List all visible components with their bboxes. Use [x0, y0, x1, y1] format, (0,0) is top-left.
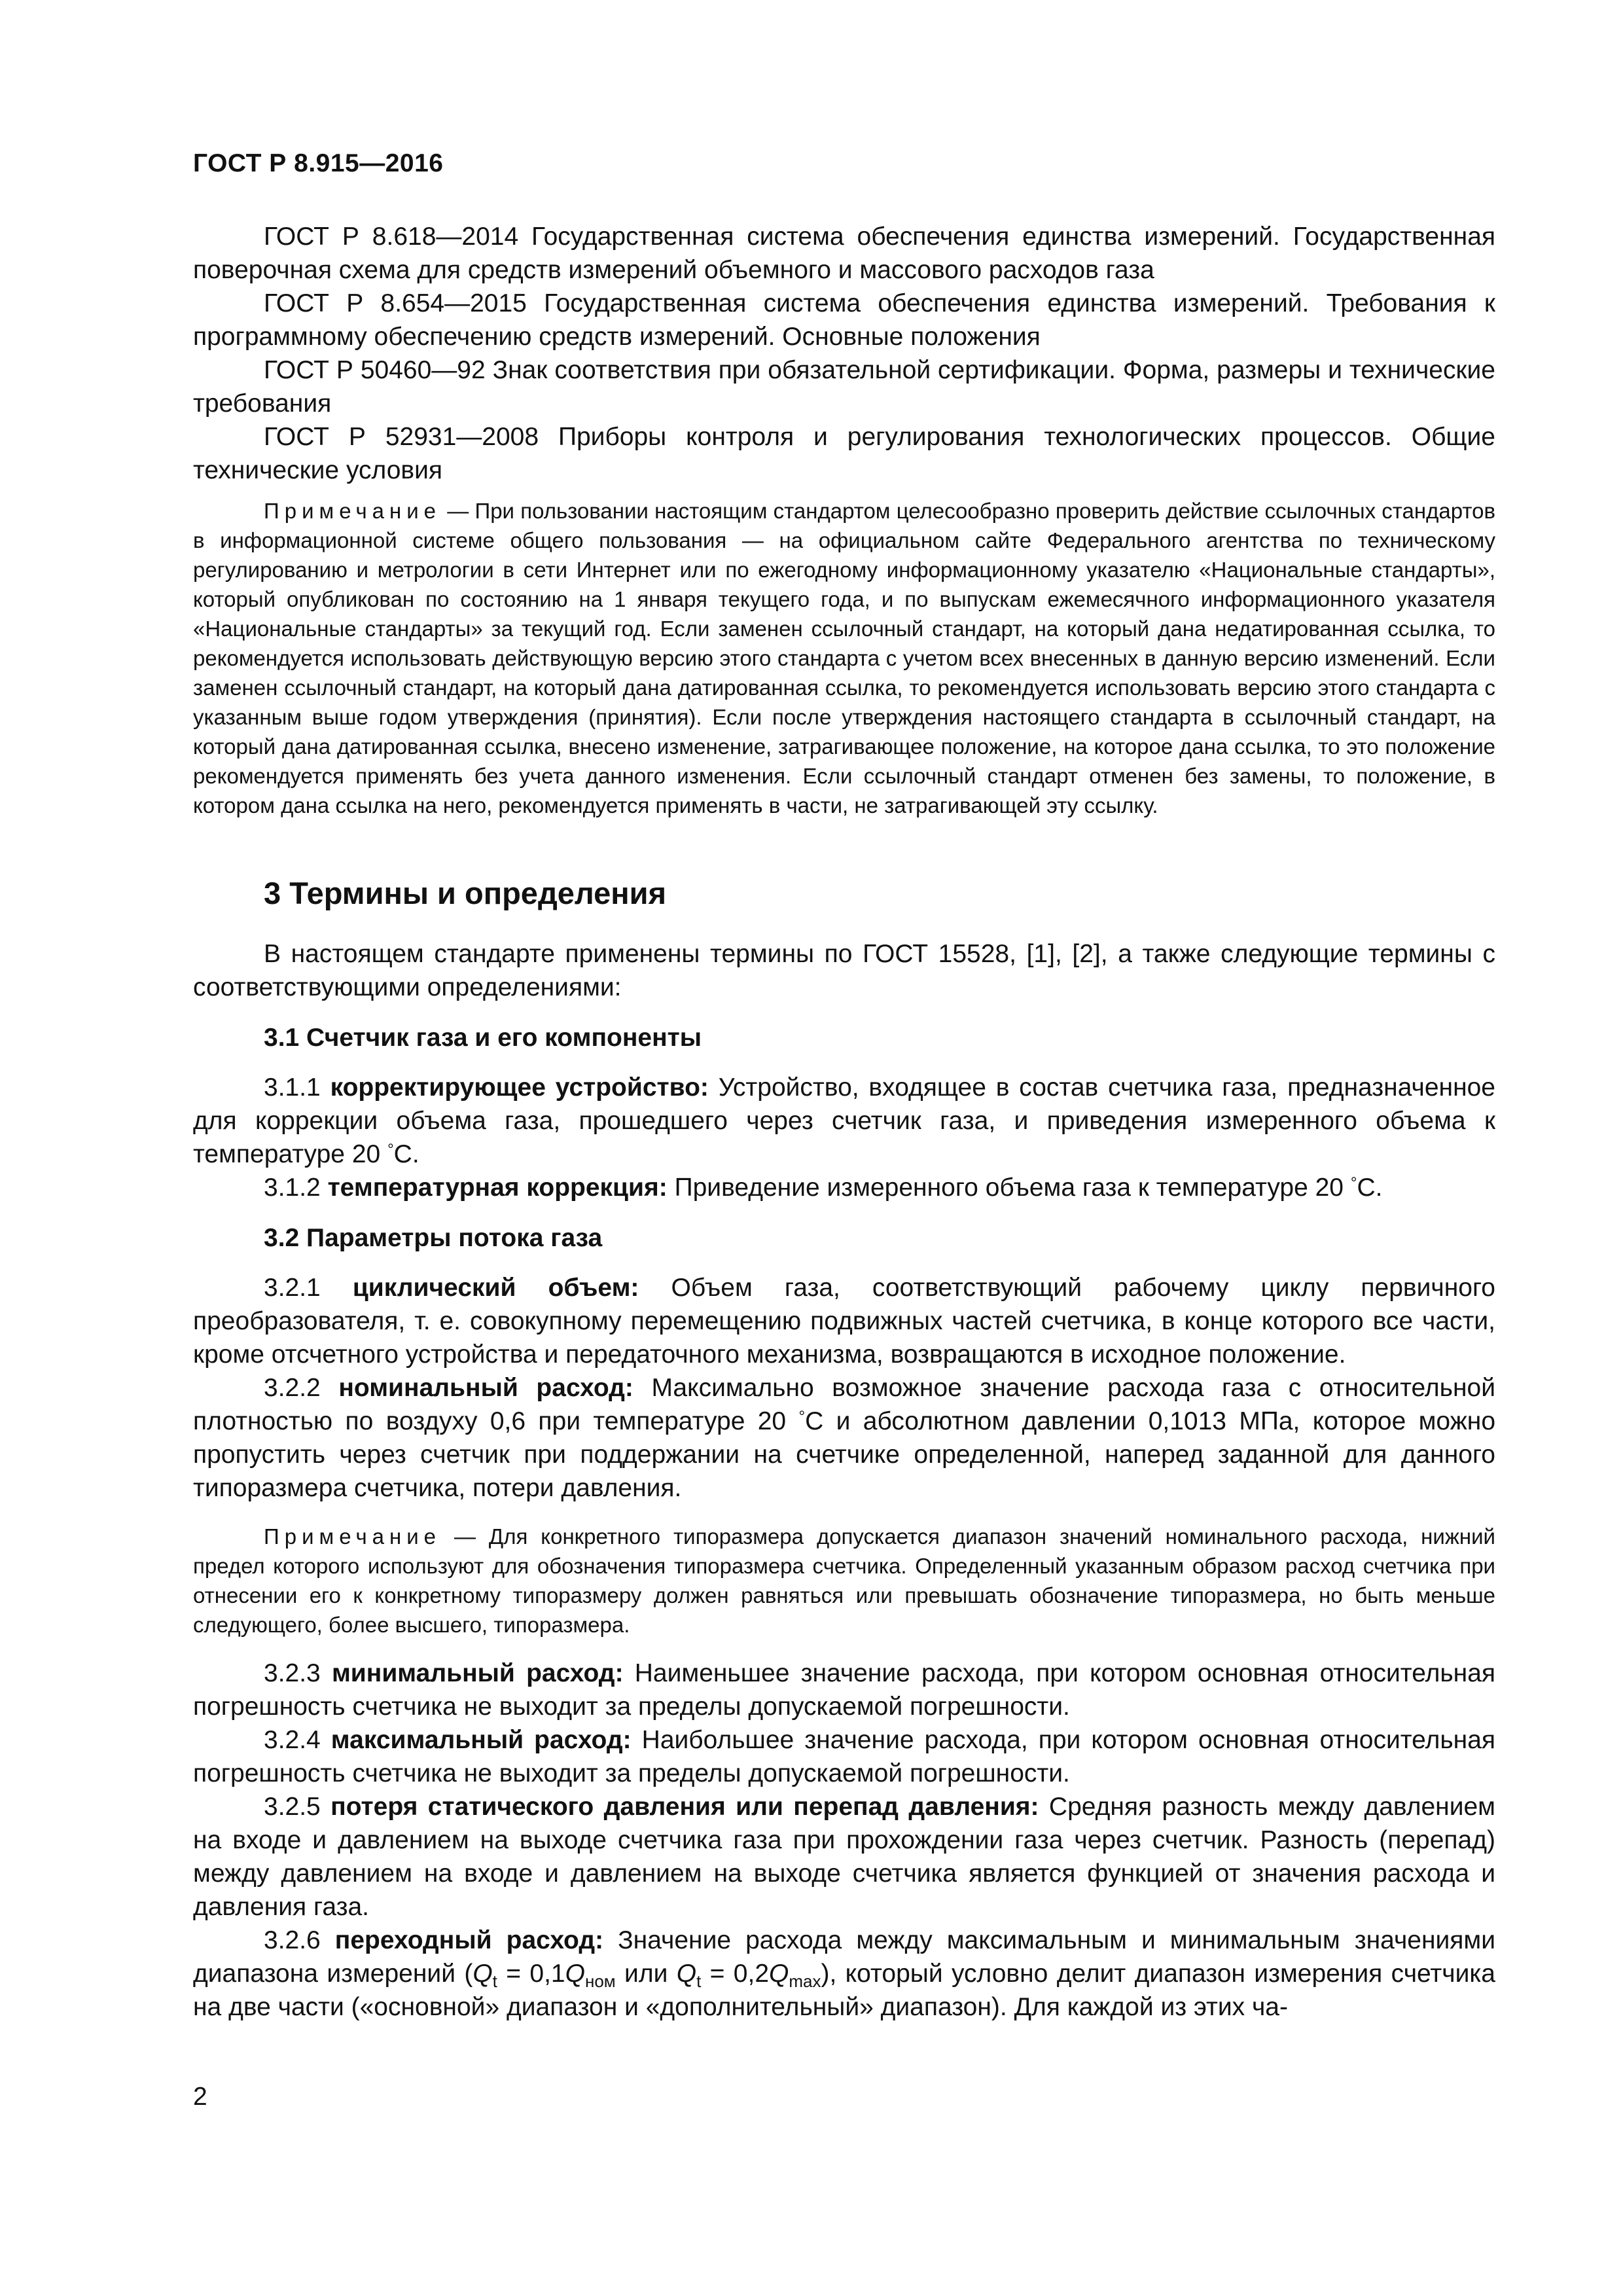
term-name: максимальный расход: — [330, 1726, 632, 1754]
page-number: 2 — [193, 2083, 207, 2111]
reference-gost-50460: ГОСТ Р 50460—92 Знак соответствия при обязательной сертификации. Форма, размеры и технические требования — [193, 356, 1495, 418]
equation-part: = 0,1 — [497, 1960, 565, 1988]
equation-part: = 0,2 — [701, 1960, 770, 1988]
term-definition-tail: С. — [393, 1140, 419, 1168]
document-header-code: ГОСТ Р 8.915—2016 — [193, 149, 444, 177]
term-3-1-1 — [193, 1071, 1495, 1171]
term-3-2-5 — [193, 1790, 1495, 1924]
term-definition: Максимально возможное значение расхода газа с относительной плотностью по воздуху 0,6 при температуре 20 — [193, 1374, 1495, 1435]
term-name: переходный расход: — [334, 1926, 604, 1954]
term-number: 3.1.2 — [264, 1174, 328, 1202]
term-3-2-2 — [193, 1371, 1495, 1505]
term-definition: Наименьшее значение расхода, при котором основная относительная погрешность счетчика не выходит за пределы допускаемой погрешности. — [193, 1659, 1496, 1721]
term-name: минимальный расход: — [331, 1659, 624, 1687]
term-definition-tail: С и абсолютном давлении 0,1013 МПа, которое можно пропустить через счетчик при поддержании на счетчике определенной, наперед заданной для данного типоразмера счетчика, потери давления. — [193, 1407, 1496, 1502]
term-name: потеря статического давления или перепад давления: — [330, 1793, 1039, 1821]
subscript-nom: ном — [584, 1971, 616, 1991]
term-number: 3.2.1 — [264, 1274, 353, 1302]
degree-sign: ° — [1350, 1174, 1357, 1192]
note-references — [193, 496, 1495, 820]
term-definition: Значение расхода между максимальным и минимальным значениями диапазона измерений ( — [193, 1926, 1495, 1988]
term-number: 3.1.1 — [264, 1073, 330, 1102]
term-3-2-6 — [193, 1924, 1495, 2024]
term-definition-tail: С. — [1357, 1174, 1383, 1202]
symbol-q: Q — [565, 1960, 585, 1988]
term-number: 3.2.2 — [264, 1374, 339, 1402]
symbol-q: Q — [676, 1960, 697, 1988]
term-number: 3.2.5 — [264, 1793, 331, 1821]
term-definition: Наибольшее значение расхода, при котором основная относительная погрешность счетчика не выходит за пределы допускаемой погрешности. — [193, 1726, 1496, 1787]
symbol-q: Q — [769, 1960, 789, 1988]
term-definition: Приведение измеренного объема газа к температуре 20 — [667, 1174, 1351, 1202]
subsection-title-3-1: 3.1 Счетчик газа и его компоненты — [264, 1024, 702, 1052]
term-definition: Средняя разность между давлением на входе и давлением на выходе счетчика газа при прохождении газа через счетчик. Разность (перепад) между давлением на входе и давлением на выходе счетчика является функцией от значения расхода и давления газа. — [193, 1793, 1495, 1921]
term-name: температурная коррекция: — [327, 1174, 668, 1202]
term-name: циклический объем: — [352, 1274, 639, 1302]
symbol-q: Q — [473, 1960, 493, 1988]
term-definition: Объем газа, соответствующий рабочему циклу первичного преобразователя, т. е. совокупному перемещению подвижных частей счетчика, в конце которого все части, кроме отсчетного устройства и передаточного механизма, возвращаются в исходное положение. — [193, 1274, 1495, 1369]
reference-gost-8-618: ГОСТ Р 8.618—2014 Государственная система обеспечения единства измерений. Государственная поверочная схема для средств измерений объемного и массового расходов газа — [193, 223, 1495, 284]
term-number: 3.2.3 — [264, 1659, 332, 1687]
note-text: — Для конкретного типоразмера допускается диапазон значений номинального расхода, нижний предел которого используют для обозначения типоразмера счетчика. Определенный указанным образом расход счетчика при отнесении его к конкретному типоразмеру должен равняться или превышать обозначение типоразмера, но быть меньше следующего, более высшего, типоразмера. — [193, 1524, 1495, 1637]
equation-or: или — [615, 1960, 677, 1988]
reference-gost-8-654: ГОСТ Р 8.654—2015 Государственная система обеспечения единства измерений. Требования к программному обеспечению средств измерений. Основные положения — [193, 289, 1495, 351]
term-3-2-4 — [193, 1723, 1495, 1790]
term-3-2-3 — [193, 1657, 1495, 1723]
term-number: 3.2.4 — [264, 1726, 331, 1754]
subscript-t: t — [492, 1971, 497, 1991]
subscript-t: t — [696, 1971, 702, 1991]
subscript-max: max — [789, 1971, 821, 1991]
term-name: корректирующее устройство: — [330, 1073, 709, 1102]
section-intro: В настоящем стандарте применены термины по ГОСТ 15528, [1], [2], а также следующие термины с соответствующими определениями: — [193, 940, 1495, 1001]
term-number: 3.2.6 — [264, 1926, 335, 1954]
subsection-title-3-2: 3.2 Параметры потока газа — [264, 1224, 603, 1252]
note-label: Примечание — [264, 499, 442, 523]
note-nominal-flow — [193, 1522, 1495, 1640]
section-title: 3 Термины и определения — [264, 876, 666, 910]
degree-sign: ° — [798, 1408, 806, 1426]
term-3-1-2 — [193, 1171, 1495, 1204]
term-3-2-1 — [193, 1271, 1495, 1371]
degree-sign: ° — [387, 1141, 394, 1158]
term-name: номинальный расход: — [338, 1374, 633, 1402]
reference-gost-52931: ГОСТ Р 52931—2008 Приборы контроля и регулирования технологических процессов. Общие технические условия — [193, 423, 1495, 484]
note-label: Примечание — [264, 1524, 442, 1549]
term-definition: Устройство, входящее в состав счетчика газа, предназначенное для коррекции объема газа, прошедшего через счетчик газа, и приведения измеренного объема к температуре 20 — [193, 1073, 1495, 1168]
note-text: — При пользовании настоящим стандартом целесообразно проверить действие ссылочных стандартов в информационной системе общего пользования — на официальном сайте Федерального агентства по техническому регулированию и метрологии в сети Интернет или по ежегодному информационному указателю «Национальные стандарты», который опубликован по состоянию на 1 января текущего года, и по выпускам ежемесячного информационного указателя «Национальные стандарты» за текущий год. Если заменен ссылочный стандарт, на который дана недатированная ссылка, то рекомендуется использовать действующую версию этого стандарта с учетом всех внесенных в данную версию изменений. Если заменен ссылочный стандарт, на который дана датированная ссылка, то рекомендуется использовать версию этого стандарта с указанным выше годом утверждения (принятия). Если после утверждения настоящего стандарта в ссылочный стандарт, на который дана датированная ссылка, внесено изменение, затрагивающее положение, на которое дана ссылка, то это положение рекомендуется применять без учета данного изменения. Если ссылочный стандарт отменен без замены, то положение, в котором дана ссылка на него, рекомендуется применять в части, не затрагивающей эту ссылку. — [193, 499, 1495, 817]
page-content — [193, 220, 1495, 2024]
term-definition-tail: ), который условно делит диапазон измерения счетчика на две части («основной» диапазон и «дополнительный» диапазон). Для каждой из этих ча- — [193, 1960, 1495, 2021]
